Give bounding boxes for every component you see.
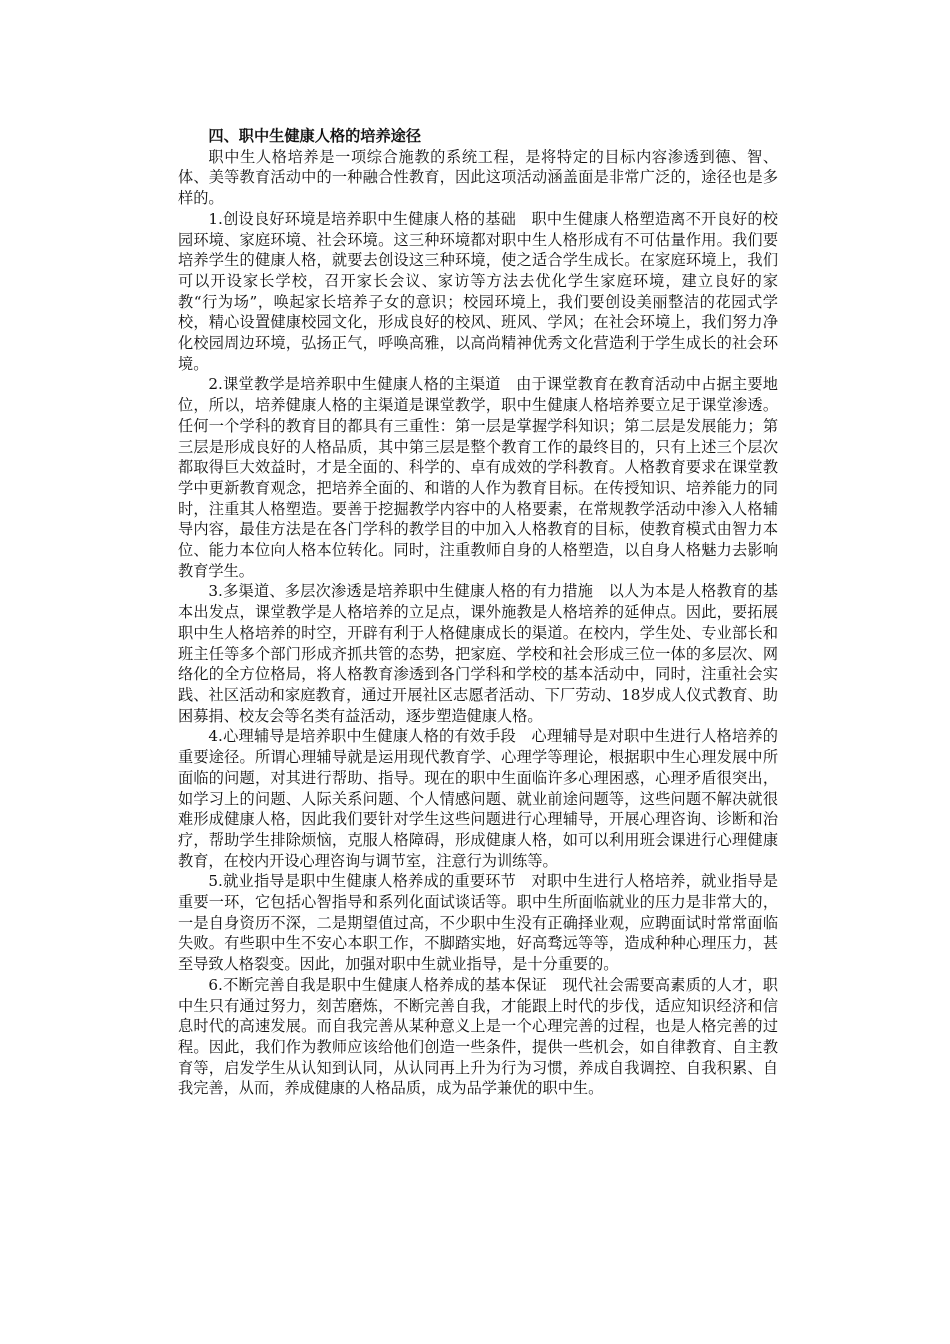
paragraph-environment: 1.创设良好环境是培养职中生健康人格的基础 职中生健康人格塑造离不开良好的校园环境、家庭环境、社会环境。这三种环境都对职中生人格形成有不可估量作用。我们要培养学生的健康人格，就要去创设这三种环境，使之适合学生成长。在家庭环境上，我们可以开设家长学校，召开家长会议、家访等方法去优化学生家庭环境，建立良好的家教“行为场”，唤起家长培养子女的意识；校园环境上，我们要创设美丽整洁的花园式学校，精心设置健康校园文化，形成良好的校风、班风、学风；在社会环境上，我们努力净化校园周边环境，弘扬正气，呼唤高雅，以高尚精神优秀文化营造利于学生成长的社会环境。 [178,209,778,373]
paragraph-self-improvement: 6.不断完善自我是职中生健康人格养成的基本保证 现代社会需要高素质的人才，职中生只有通过努力，刻苦磨炼，不断完善自我，才能跟上时代的步伐，适应知识经济和信息时代的高速发展。而自我完善从某种意义上是一个心理完善的过程，也是人格完善的过程。因此，我们作为教师应该给他们创造一些条件，提供一些机会，如自律教育、自主教育等，启发学生从认知到认同，从认同再上升为行为习惯，养成自我调控、自我积累、自我完善，从而，养成健康的人格品质，成为品学兼优的职中生。 [178,975,778,1098]
paragraph-counseling: 4.心理辅导是培养职中生健康人格的有效手段 心理辅导是对职中生进行人格培养的重要途径。所谓心理辅导就是运用现代教育学、心理学等理论，根据职中生心理发展中所面临的问题，对其进行帮助、指导。现在的职中生面临许多心理困惑，心理矛盾很突出，如学习上的问题、人际关系问题、个人情感问题、就业前途问题等，这些问题不解决就很难形成健康人格，因此我们要针对学生这些问题进行心理辅导，开展心理咨询、诊断和治疗，帮助学生排除烦恼，克服人格障碍，形成健康人格，如可以利用班会课进行心理健康教育，在校内开设心理咨询与调节室，注意行为训练等。 [178,727,778,870]
paragraph-employment: 5.就业指导是职中生健康人格养成的重要环节 对职中生进行人格培养，就业指导是重要一环，它包括心智指导和系列化面试谈话等。职中生所面临就业的压力是非常大的，一是自身资历不深，二是期望值过高，不少职中生没有正确择业观，应聘面试时常常面临失败。有些职中生不安心本职工作，不脚踏实地，好高骛远等等，造成种种心理压力，甚至导致人格裂变。因此，加强对职中生就业指导，是十分重要的。 [178,872,778,974]
paragraph-classroom: 2.课堂教学是培养职中生健康人格的主渠道 由于课堂教育在教育活动中占据主要地位，所以，培养健康人格的主渠道是课堂教学，职中生健康人格培养要立足于课堂渗透。任何一个学科的教育目的都具有三重性：第一层是掌握学科知识；第二层是发展能力；第三层是形成良好的人格品质，其中第三层是整个教育工作的最终目的，只有上述三个层次都取得巨大效益时，才是全面的、科学的、卓有成效的学科教育。人格教育要求在课堂教学中更新教育观念，把培养全面的、和谐的人作为教育目标。在传授知识、培养能力的同时，注重其人格塑造。要善于挖掘教学内容中的人格要素，在常规教学活动中渗入人格辅导内容，最佳方法是在各门学科的教学目的中加入人格教育的目标，使教育模式由智力本位、能力本位向人格本位转化。同时，注重教师自身的人格塑造，以自身人格魅力去影响教育学生。 [178,375,778,580]
paragraph-intro: 职中生人格培养是一项综合施教的系统工程，是将特定的目标内容渗透到德、智、体、美等教育活动中的一种融合性教育，因此这项活动涵盖面是非常广泛的，途径也是多样的。 [178,147,778,208]
paragraph-multichannel: 3.多渠道、多层次渗透是培养职中生健康人格的有力措施 以人为本是人格教育的基本出发点，课堂教学是人格培养的立足点，课外施教是人格培养的延伸点。因此，要拓展职中生人格培养的时空，开辟有利于人格健康成长的渠道。在校内，学生处、专业部长和班主任等多个部门形成齐抓共管的态势，把家庭、学校和社会形成三位一体的多层次、网络化的全方位格局，将人格教育渗透到各门学科和学校的基本活动中，同时，注重社会实践、社区活动和家庭教育，通过开展社区志愿者活动、下厂劳动、18岁成人仪式教育、助困募捐、校友会等名类有益活动，逐步塑造健康人格。 [178,582,778,725]
document-body [178,126,778,1099]
section-heading: 四、职中生健康人格的培养途径 [208,127,422,145]
